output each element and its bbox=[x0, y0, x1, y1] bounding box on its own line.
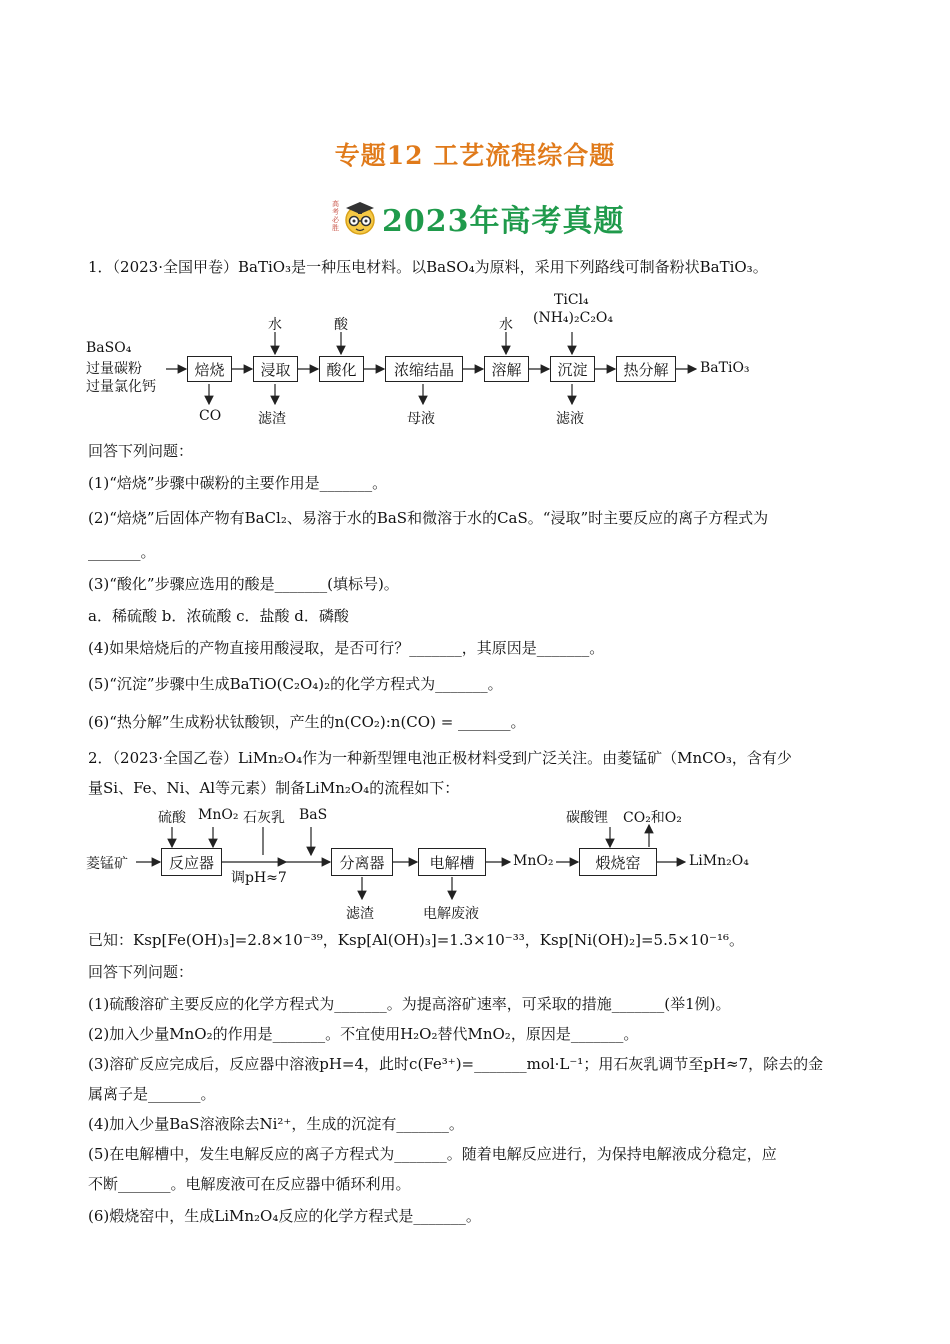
q1-prompt: 回答下列问题： bbox=[88, 442, 194, 460]
q1-step-acidify: 酸化 bbox=[319, 356, 364, 382]
q2-product: LiMn₂O₄ bbox=[689, 853, 749, 869]
q2-item-5-cont: 不断_______。电解废液可在反应器中循环利用。 bbox=[88, 1175, 411, 1193]
q1-step-precipitate: 沉淀 bbox=[550, 356, 595, 382]
page-title: 专题12 工艺流程综合题 bbox=[334, 141, 616, 170]
q2-item-2: (2)加入少量MnO₂的作用是_______。不宜使用H₂O₂替代MnO₂，原因是_______。 bbox=[88, 1025, 639, 1043]
q1-bottom-co: CO bbox=[199, 408, 222, 424]
q1-item-1: (1)“焙烧”步骤中碳粉的主要作用是_______。 bbox=[88, 474, 388, 492]
q2-bottom-waste: 电解废液 bbox=[423, 906, 479, 922]
q2-top-li2co3: 碳酸锂 bbox=[566, 810, 608, 826]
q1-item-4: (4)如果焙烧后的产物直接用酸浸取，是否可行？_______，其原因是_______。 bbox=[88, 639, 605, 657]
q1-top-water-1: 水 bbox=[268, 317, 282, 333]
q2-step-kiln: 煅烧窑 bbox=[579, 848, 657, 876]
q2-item-4: (4)加入少量BaS溶液除去Ni²⁺，生成的沉淀有_______。 bbox=[88, 1115, 464, 1133]
q2-top-sulfuric-acid: 硫酸 bbox=[158, 810, 186, 826]
q2-input: 菱锰矿 bbox=[86, 856, 128, 872]
q2-prompt: 回答下列问题： bbox=[88, 963, 194, 981]
q1-step-decompose: 热分解 bbox=[616, 356, 676, 382]
q2-step-separator: 分离器 bbox=[331, 848, 393, 876]
q1-item-2-cont: _______。 bbox=[88, 543, 156, 561]
q1-bottom-filtrate: 滤液 bbox=[556, 411, 584, 427]
q1-flow-diagram bbox=[86, 290, 786, 430]
badge-text: 2023年高考真题 bbox=[382, 204, 625, 239]
q2-top-bas: BaS bbox=[299, 807, 328, 823]
q1-input-2: 过量氯化钙 bbox=[86, 379, 156, 395]
q2-step-electrolyzer: 电解槽 bbox=[418, 848, 486, 876]
q2-bottom-residue: 滤渣 bbox=[346, 906, 374, 922]
q2-item-3-cont: 属离子是_______。 bbox=[88, 1085, 216, 1103]
q1-bottom-mother-liquor: 母液 bbox=[407, 411, 435, 427]
q1-top-water-2: 水 bbox=[499, 317, 513, 333]
q1-item-3-options: a．稀硫酸 b．浓硫酸 c．盐酸 d．磷酸 bbox=[88, 607, 349, 625]
section-badge bbox=[330, 198, 625, 238]
q2-step-reactor: 反应器 bbox=[161, 848, 222, 876]
q1-top-acid: 酸 bbox=[334, 317, 348, 333]
q1-input-1: 过量碳粉 bbox=[86, 361, 142, 377]
q2-top-co2-o2: CO₂和O₂ bbox=[623, 810, 682, 826]
q1-input-0: BaSO₄ bbox=[86, 340, 132, 356]
q1-intro: 1．（2023·全国甲卷）BaTiO₃是一种压电材料。以BaSO₄为原料，采用下列路线可制备粉状BaTiO₃。 bbox=[88, 258, 768, 276]
q2-intro-2: 量Si、Fe、Ni、Al等元素）制备LiMn₂O₄的流程如下： bbox=[88, 779, 460, 797]
q2-item-6: (6)煅烧窑中，生成LiMn₂O₄反应的化学方程式是_______。 bbox=[88, 1207, 481, 1225]
q1-step-dissolve: 溶解 bbox=[484, 356, 529, 382]
q2-item-3: (3)溶矿反应完成后，反应器中溶液pH=4，此时c(Fe³⁺)=_______mol·L⁻¹；用石灰乳调节至pH≈7，除去的金 bbox=[88, 1055, 824, 1073]
q2-item-5: (5)在电解槽中，发生电解反应的离子方程式为_______。随着电解反应进行，为保持电解液成分稳定，应 bbox=[88, 1145, 777, 1163]
q1-step-roast: 焙烧 bbox=[187, 356, 232, 382]
q1-top-ticl4: TiCl₄ bbox=[554, 292, 589, 308]
q1-top-oxalate: (NH₄)₂C₂O₄ bbox=[533, 310, 614, 326]
q1-step-crystallize: 浓缩结晶 bbox=[385, 356, 463, 382]
q2-intro-1: 2．（2023·全国乙卷）LiMn₂O₄作为一种新型锂电池正极材料受到广泛关注。由菱锰矿（MnCO₃，含有少 bbox=[88, 749, 792, 767]
q2-ph-label: 调pH≈7 bbox=[231, 870, 287, 886]
q1-item-5: (5)“沉淀”步骤中生成BaTiO(C₂O₄)₂的化学方程式为_______。 bbox=[88, 675, 503, 693]
q1-step-leach: 浸取 bbox=[253, 356, 298, 382]
q1-item-6: (6)“热分解”生成粉状钛酸钡，产生的n(CO₂):n(CO) = _______。 bbox=[88, 713, 526, 731]
q1-product: BaTiO₃ bbox=[700, 360, 750, 376]
q2-known: 已知：Ksp[Fe(OH)₃]=2.8×10⁻³⁹，Ksp[Al(OH)₃]=1.3×10⁻³³，Ksp[Ni(OH)₂]=5.5×10⁻¹⁶。 bbox=[88, 931, 745, 949]
q1-item-2: (2)“焙烧”后固体产物有BaCl₂、易溶于水的BaS和微溶于水的CaS。“浸取”时主要反应的离子方程式为 bbox=[88, 509, 769, 527]
q2-top-lime: 石灰乳 bbox=[243, 810, 285, 826]
q2-item-1: (1)硫酸溶矿主要反应的化学方程式为_______。为提高溶矿速率，可采取的措施_______(举1例)。 bbox=[88, 995, 731, 1013]
badge-small-text: 高考必胜 bbox=[332, 200, 339, 232]
q2-flow-diagram bbox=[86, 803, 806, 923]
q2-mid-product: MnO₂ bbox=[513, 853, 554, 869]
q2-top-mno2: MnO₂ bbox=[198, 807, 239, 823]
q1-bottom-residue: 滤渣 bbox=[258, 411, 286, 427]
q1-item-3: (3)“酸化”步骤应选用的酸是_______(填标号)。 bbox=[88, 575, 399, 593]
